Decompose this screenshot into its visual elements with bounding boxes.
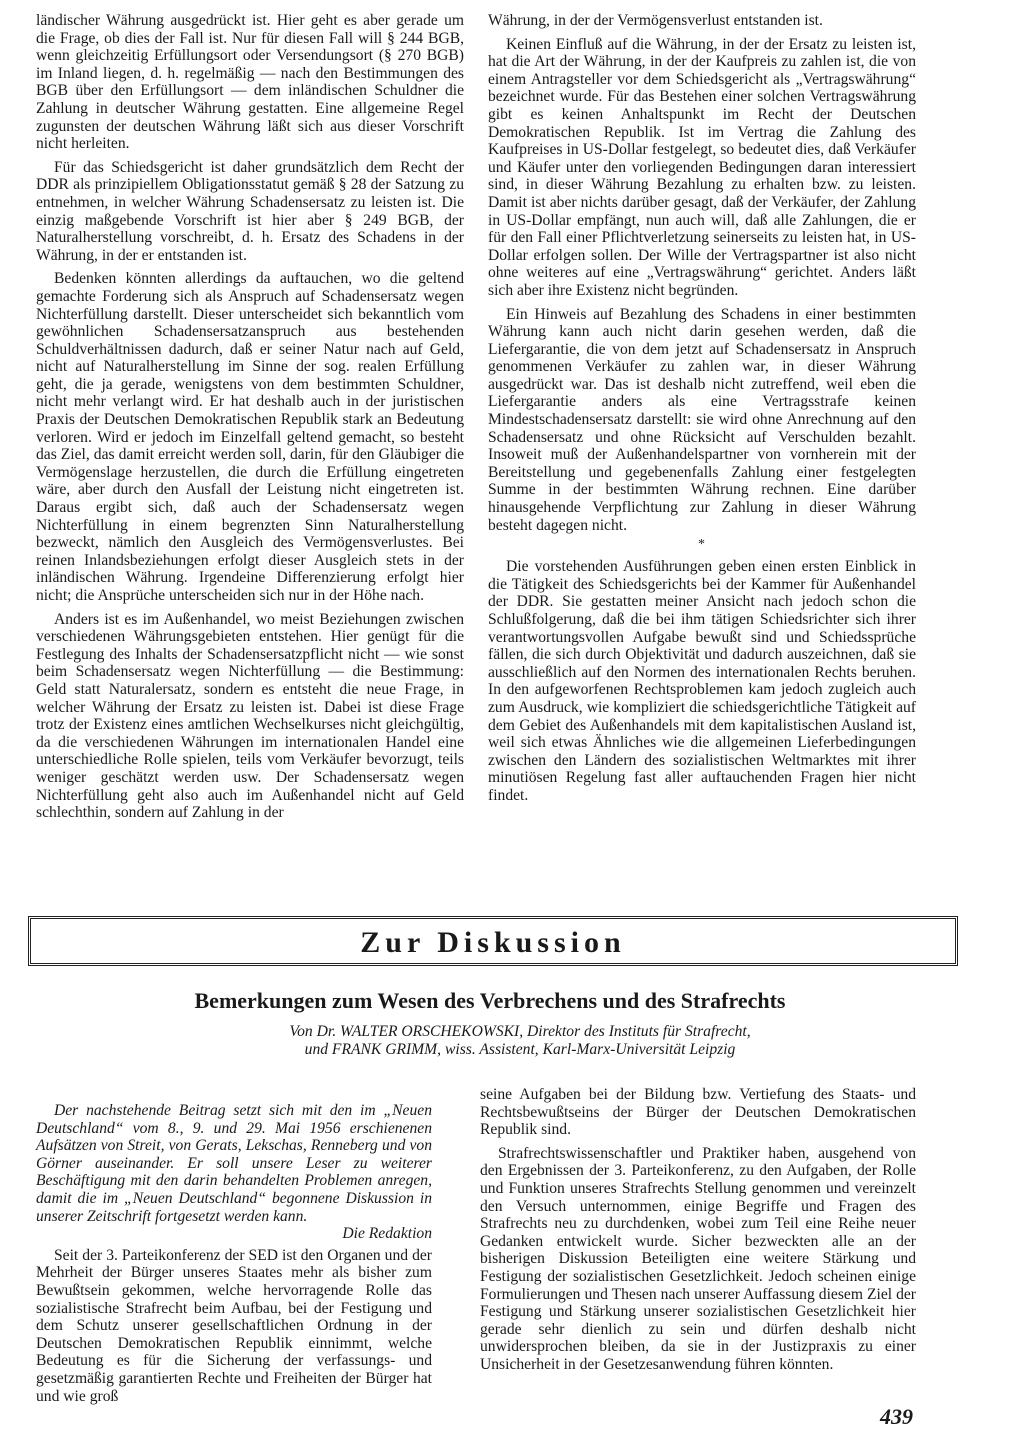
paragraph: Anders ist es im Außenhandel, wo meist Beziehungen zwischen verschiedenen Währungsgebieten entstehen. Hier genügt für die Festlegung des Inhalts der Schadensersatzpflicht nicht — wie sonst beim Schadensersatz wegen Nichterfüllung — die Bestimmung: Geld statt Naturalersatz, sondern es entsteht die neue Frage, in welcher Währung der Ersatz zu leisten ist. Dabei ist diese Frage trotz der Existenz eines amtlichen Wechselkurses nicht gleichgültig, da die verschiedenen Währungen im internationalen Handel eine unterschiedliche Rolle spielen, teils vom Verkäufer bevorzugt, teils weniger geschätzt werden usw. Der Schadensersatz wegen Nichterfüllung geht also auch im Außenhandel nicht auf Geld schlechthin, sondern auf Zahlung in der bbox=[36, 610, 464, 822]
section-banner bbox=[28, 916, 958, 966]
editorial-note-text: Der nachstehende Beitrag setzt sich mit den im „Neuen Deutschland“ vom 8., 9. und 29. Mai 1956 erschienenen Aufsätzen von Streit, von Gerats, Lekschas, Renneberg und von Görner auseinander. Er soll unsere Leser zu weiterer Beschäftigung mit den darin behandelten Problemen anregen, damit die im „Neuen Deutschland“ begonnene Diskussion in unserer Zeitschrift fortgesetzt werden kann. bbox=[36, 1102, 432, 1225]
editorial-note bbox=[36, 1102, 432, 1243]
paragraph: Bedenken könnten allerdings da auftauchen, wo die geltend gemachte Forderung sich als Anspruch auf Schadensersatz wegen Nichterfüllung darstellt. Dieser unterscheidet sich bekanntlich vom gewöhnlichen Schadensersatzanspruch aus bestehenden Schuldverhältnissen dadurch, daß er seiner Natur nach auf Geld, nicht auf Naturalherstellung im Sinne der sog. realen Erfüllung geht, die ja gerade, wenigstens von dem bestimmten Schuldner, nicht mehr verlangt wird. Er hat deshalb auch in der juristischen Praxis der Deutschen Demokratischen Republik stark an Bedeutung verloren. Wird er jedoch im Einzelfall geltend gemacht, so besteht das Ziel, das damit erreicht werden soll, darin, für den Gläubiger die Vermögenslage herzustellen, die durch die Erfüllung eingetreten wäre, aber durch den Ausfall der Leistung nicht eingetreten ist. Daraus ergibt sich, daß auch der Schadensersatz wegen Nichterfüllung in einem begrenzten Sinn Naturalherstellung bezweckt, nämlich den Ausgleich des Vermögensverlustes. Bei reinen Inlandsbeziehungen erfolgt dieser Ausgleich stets in der inländischen Währung. Irgendeine Differenzierung erfolgt hier nicht; die Ansprüche unterscheiden sich nur in der Höhe nach. bbox=[36, 270, 464, 604]
section-separator-asterisk: * bbox=[698, 537, 705, 553]
paragraph: Strafrechtswissenschaftler und Praktiker haben, ausgehend von den Ergebnissen der 3. Parteikonferenz, zu den Aufgaben, der Rolle und Funktion unseres Strafrechts Stellung genommen und vereinzelt den Versuch unternommen, einige Begriffe und Fragen des Strafrechts neu zu durchdenken, wobei zum Teil eine Reihe neuer Gedanken entwickelt wurde. Sicher bezweckten alle an der bisherigen Diskussion Beteiligten eine weitere Stärkung und Festigung der sozialistischen Gesetzlichkeit. Jedoch scheinen einige Formulierungen und Thesen nach unserer Auffassung diesem Ziel der Festigung und Stärkung unserer sozialistischen Gesetzlichkeit hier gerade sehr dienlich zu sein und dürfen deshalb nicht unwidersprochen bleiben, da sie in der Justizpraxis zu einer Unsicherheit in der Gesetzesanwendung führen könnten. bbox=[480, 1144, 916, 1373]
byline-line: Von Dr. WALTER ORSCHEKOWSKI, Direktor des Instituts für Strafrecht, bbox=[289, 1023, 751, 1040]
paragraph: Die vorstehenden Ausführungen geben einen ersten Einblick in die Tätigkeit des Schiedsgerichts bei der Kammer für Außenhandel der DDR. Sie gestatten meiner Ansicht nach jedoch schon die Schlußfolgerung, daß die bei ihm tätigen Schiedsrichter sich ihrer verantwortungsvollen Aufgabe bewußt sind und Schiedssprüche fällen, die sich durch Objektivität und dadurch auszeichnen, daß sie ausschließlich auf den Normen des internationalen Rechts beruhen. In den aufgeworfenen Rechtsproblemen kam jedoch zugleich auch zum Ausdruck, wie kompliziert die schiedsgerichtliche Tätigkeit auf dem Gebiet des Außenhandels mit dem kapitalistischen Ausland ist, weil sich etwas Ähnliches wie die allgemeinen Lieferbedingungen zwischen den Ländern des sozialistischen Weltmarktes mit ihrer minutiösen Regelung fast aller auftauchenden Fragen hier nicht findet. bbox=[488, 558, 916, 804]
section-title: Zur Diskussion bbox=[360, 926, 626, 959]
article-byline bbox=[120, 1023, 920, 1059]
paragraph: ländischer Währung ausgedrückt ist. Hier geht es aber gerade um die Frage, ob dies der Fall ist. Nur für diesen Fall will § 244 BGB, wenn gleichzeitig Erfüllungsort oder Versendungsort (§ 270 BGB) im Inland liegen, d. h. regelmäßig — nach den Bestimmungen des BGB über den Erfüllungsort — dem inländischen Schuldner die Zahlung in deutscher Währung gestatten. Eine allgemeine Regel zugunsten der deutschen Währung läßt sich aus dieser Vorschrift nicht herleiten. bbox=[36, 12, 464, 153]
article-title: Bemerkungen zum Wesen des Verbrechens und des Strafrechts bbox=[194, 988, 786, 1013]
byline-line: und FRANK GRIMM, wiss. Assistent, Karl-Marx-Universität Leipzig bbox=[304, 1041, 736, 1058]
paragraph: Währung, in der der Vermögensverlust entstanden ist. bbox=[488, 12, 823, 29]
paragraph: Keinen Einfluß auf die Währung, in der der Ersatz zu leisten ist, hat die Art der Währung, in der der Kaufpreis zu zahlen ist, die von einem Antragsteller vor dem Schiedsgericht als „Vertragswährung“ bezeichnet wurde. Für das Bestehen einer solchen Vertragswährung gibt es keinen Anhaltspunkt im Recht der Deutschen Demokratischen Republik. Ist im Vertrag die Zahlung des Kaufpreises in US-Dollar festgelegt, so bedeutet dies, daß Verkäufer und Käufer unter den vorliegenden Bedingungen daran interessiert sind, in dieser Währung Bezahlung zu erhalten bzw. zu leisten. Damit ist aber nichts darüber gesagt, daß der Verkäufer, der Zahlung in US-Dollar empfängt, nun auch will, daß alle Zahlungen, die er für den Fall einer Pflichtverletzung seinerseits zu leisten hat, in US-Dollar erfolgen sollen. Der Wille der Vertragspartner ist also nicht ohne weiteres auf eine „Vertragswährung“ gerichtet. Anders läßt sich aber ihre Existenz nicht begründen. bbox=[488, 35, 916, 299]
column-top-left bbox=[36, 12, 464, 822]
editorial-signature: Die Redaktion bbox=[342, 1225, 432, 1243]
paragraph: Seit der 3. Parteikonferenz der SED ist den Organen und der Mehrheit der Bürger unseres Staates mehr als bisher zum Bewußtsein gekommen, welche hervorragende Rolle das sozialistische Strafrecht beim Aufbau, bei der Festigung und dem Schutz unserer gesellschaftlichen Ordnung in der Deutschen Demokratischen Republik einnimmt, welche Bedeutung es für die Sicherung der verfassungs- und gesetzmäßig garantierten Rechte und Freiheiten der Bürger hat und wie groß bbox=[36, 1246, 432, 1405]
paragraph: Für das Schiedsgericht ist daher grundsätzlich dem Recht der DDR als prinzipiellem Obligationsstatut gemäß § 28 der Satzung zu entnehmen, in welcher Währung Schadensersatz zu leisten ist. Die einzig maßgebende Vorschrift ist hier aber § 249 BGB, der Naturalherstellung vorschreibt, d. h. Ersatz des Schadens in der Währung, in der er entstanden ist. bbox=[36, 158, 464, 264]
paragraph: seine Aufgaben bei der Bildung bzw. Vertiefung des Staats- und Rechtsbewußtseins der Bürger der Deutschen Demokratischen Republik sind. bbox=[480, 1086, 916, 1139]
column-bottom-right bbox=[480, 1086, 916, 1374]
column-bottom-left bbox=[36, 1102, 432, 1405]
page-number: 439 bbox=[880, 1404, 913, 1429]
column-top-right bbox=[488, 12, 916, 805]
paragraph: Ein Hinweis auf Bezahlung des Schadens in einer bestimmten Währung kann auch nicht darin gesehen werden, daß die Liefergarantie, die von dem jetzt auf Schadensersatz in Anspruch genommenen Verkäufer zu zahlen war, in dieser Währung ausgedrückt war. Das ist deshalb nicht zutreffend, weil eben die Liefergarantie anders als eine Vertragsstrafe keinen Mindestschadensersatz darstellt: sie wird ohne Anrechnung auf den Schadensersatz und ohne Rücksicht auf Verschulden bezahlt. Insoweit muß der Außenhandelspartner von vornherein mit der Bereitstellung und gegebenenfalls Zahlung einer festgelegten Summe in der bestimmten Währung rechnen. Eine darüber hinausgehende Verpflichtung zur Zahlung in dieser Währung besteht dagegen nicht. bbox=[488, 305, 916, 534]
